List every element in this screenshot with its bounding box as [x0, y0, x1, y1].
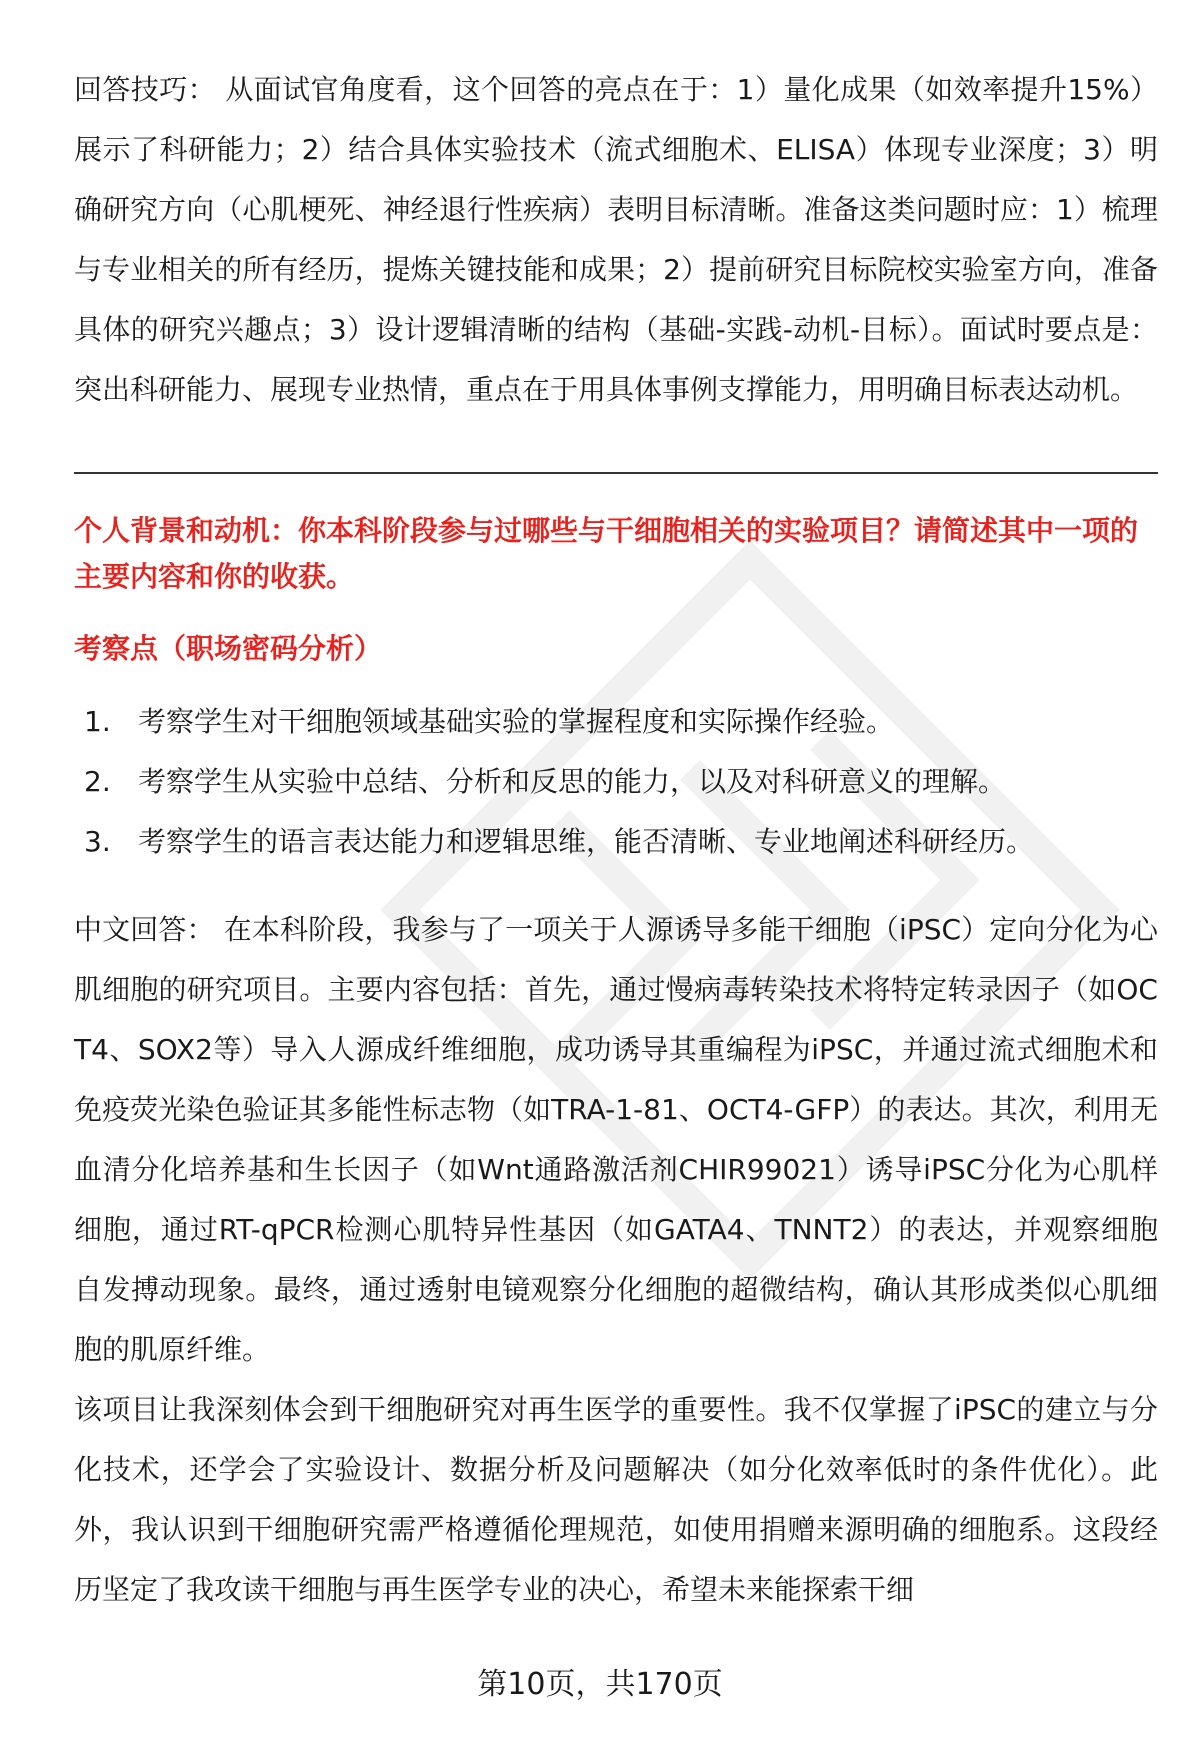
interview-question: 个人背景和动机：你本科阶段参与过哪些与干细胞相关的实验项目？请简述其中一项的主要内容和你的收获。	[74, 514, 1139, 593]
list-item-text: 考察学生从实验中总结、分析和反思的能力，以及对科研意义的理解。	[138, 765, 1007, 798]
list-item-text: 考察学生对干细胞领域基础实验的掌握程度和实际操作经验。	[138, 705, 895, 738]
list-item-text: 考察学生的语言表达能力和逻辑思维，能否清晰、专业地阐述科研经历。	[138, 825, 1035, 858]
answer-tips-paragraph: 回答技巧： 从面试官角度看，这个回答的亮点在于：1）量化成果（如效率提升15%）展示了科研能力；2）结合具体实验技术（流式细胞术、ELISA）体现专业深度；3）明确研究方向（心肌梗死、神经退行性疾病）表明目标清晰。准备这类问题时应：1）梳理与专业相关的所有经历，提炼关键技能和成果；2）提前研究目标院校实验室方向，准备具体的研究兴趣点；3）设计逻辑清晰的结构（基础-实践-动机-目标）。面试时要点是：突出科研能力、展现专业热情，重点在于用具体事例支撑能力，用明确目标表达动机。	[74, 73, 1158, 406]
list-item	[74, 752, 1158, 812]
chinese-answer-paragraph: 中文回答： 在本科阶段，我参与了一项关于人源诱导多能干细胞（iPSC）定向分化为心肌细胞的研究项目。主要内容包括：首先，通过慢病毒转染技术将特定转录因子（如OCT4、SOX2等）导入人源成纤维细胞，成功诱导其重编程为iPSC，并通过流式细胞术和免疫荧光染色验证其多能性标志物（如TRA-1-81、OCT4-GFP）的表达。其次，利用无血清分化培养基和生长因子（如Wnt通路激活剂CHIR99021）诱导iPSC分化为心肌样细胞，通过RT-qPCR检测心肌特异性基因（如GATA4、TNNT2）的表达，并观察细胞自发搏动现象。最终，通过透射电镜观察分化细胞的超微结构，确认其形成类似心肌细胞的肌原纤维。	[74, 913, 1158, 1366]
document-page	[74, 60, 1158, 1620]
list-item	[74, 692, 1158, 752]
section-title: 考察点（职场密码分析）	[74, 632, 383, 665]
assessment-points-list	[74, 692, 1158, 872]
list-item	[74, 812, 1158, 872]
page-footer: 第10页，共170页	[477, 1667, 723, 1702]
list-item-number: 3.	[84, 825, 111, 858]
section-divider	[74, 472, 1158, 474]
list-item-number: 1.	[84, 705, 111, 738]
reflection-paragraph: 该项目让我深刻体会到干细胞研究对再生医学的重要性。我不仅掌握了iPSC的建立与分化技术，还学会了实验设计、数据分析及问题解决（如分化效率低时的条件优化）。此外，我认识到干细胞研究需严格遵循伦理规范，如使用捐赠来源明确的细胞系。这段经历坚定了我攻读干细胞与再生医学专业的决心，希望未来能探索干细	[74, 1393, 1158, 1606]
list-item-number: 2.	[84, 765, 111, 798]
